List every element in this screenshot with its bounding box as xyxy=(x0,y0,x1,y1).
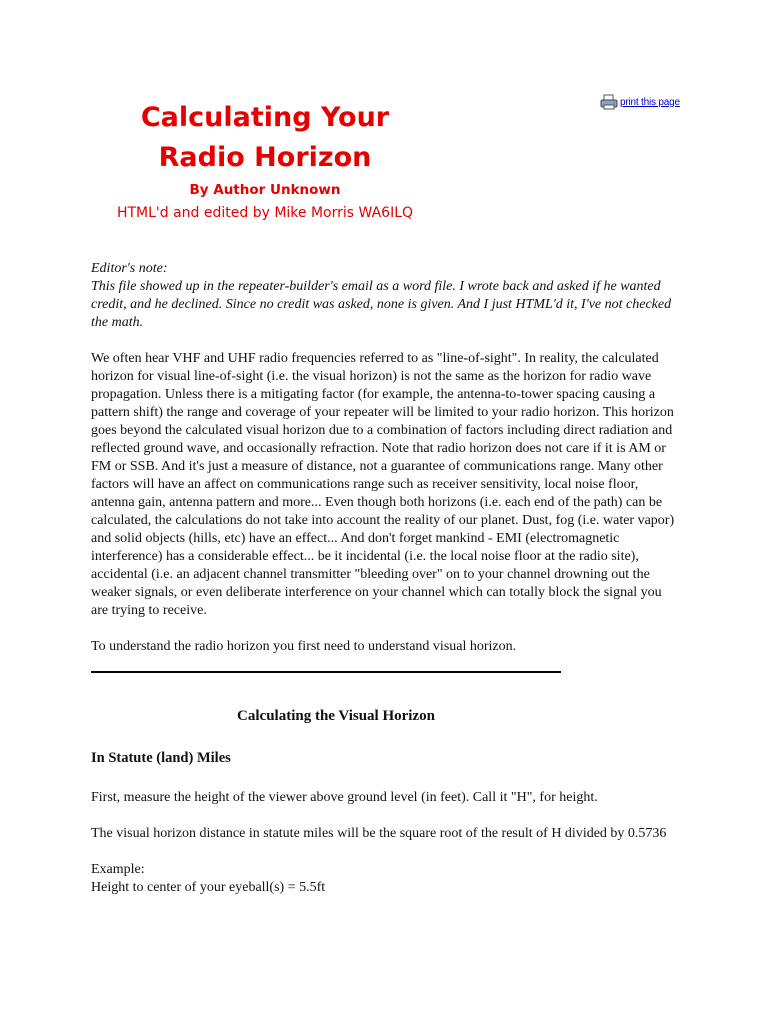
intro-paragraph: We often hear VHF and UHF radio frequencies referred to as "line-of-sight". In reality, the calculated horizon for visual line-of-sight (i.e. the visual horizon) is not the same as the horizon for radio wave propagation. Unless there is a mitigating factor (for example, the antenna-to-tower spacing causing a pattern shift) the range and coverage of your repeater will be limited to your radio horizon. This horizon goes beyond the calculated visual horizon due to a combination of factors including direct radiation and reflected ground wave, and occasionally refraction. Note that radio horizon does not care if it is AM or FM or SSB. And it's just a measure of distance, not a guarantee of communications range. Many other factors will have an affect on communications range such as receiver sensitivity, local noise floor, antenna gain, antenna pattern and more... Even though both horizons (i.e. each end of the path) can be calculated, the calculations do not take into account the reality of our planet. Dust, fog (i.e. water vapor) and solid objects (hills, etc) have an effect... And don't forget mankind - EMI (electromagnetic interference) has a considerable effect... be it incidental (i.e. the local noise floor at the radio site), accidental (i.e. an adjacent channel transmitter "bleeding over" on to your channel drowning out the weaker signals, or even deliberate interference on your channel which can totally block the signal you are trying to receive. xyxy=(91,351,675,618)
example-label: Example: xyxy=(91,862,145,877)
section-subheading: In Statute (land) Miles xyxy=(91,750,231,766)
editor-credit: HTML'd and edited by Mike Morris WA6ILQ xyxy=(116,205,414,221)
author-byline: By Author Unknown xyxy=(189,182,341,198)
editors-note xyxy=(91,260,681,332)
visual-horizon-lead: To understand the radio horizon you first need to understand visual horizon. xyxy=(91,639,517,654)
article-body xyxy=(91,260,681,897)
formula-paragraph: The visual horizon distance in statute miles will be the square root of the result of H divided by 0.5736 xyxy=(91,826,667,841)
horizontal-rule xyxy=(91,671,561,673)
print-page-link[interactable] xyxy=(600,94,680,110)
page-title xyxy=(100,98,430,178)
editors-note-label: Editor's note: xyxy=(91,261,168,276)
example-block xyxy=(91,861,681,897)
example-line: Height to center of your eyeball(s) = 5.5ft xyxy=(91,880,326,895)
print-page-label: print this page xyxy=(620,96,680,108)
printer-icon xyxy=(600,94,618,110)
measure-height-paragraph: First, measure the height of the viewer above ground level (in feet). Call it "H", for height. xyxy=(91,790,598,805)
title-line-2: Radio Horizon xyxy=(158,142,372,173)
editors-note-text: This file showed up in the repeater-builder's email as a word file. I wrote back and asked if he wanted credit, and he declined. Since no credit was asked, none is given. And I just HTML'd it, I've not checked the math. xyxy=(91,279,672,330)
title-line-1: Calculating Your xyxy=(140,102,390,133)
section-heading: Calculating the Visual Horizon xyxy=(237,708,435,724)
